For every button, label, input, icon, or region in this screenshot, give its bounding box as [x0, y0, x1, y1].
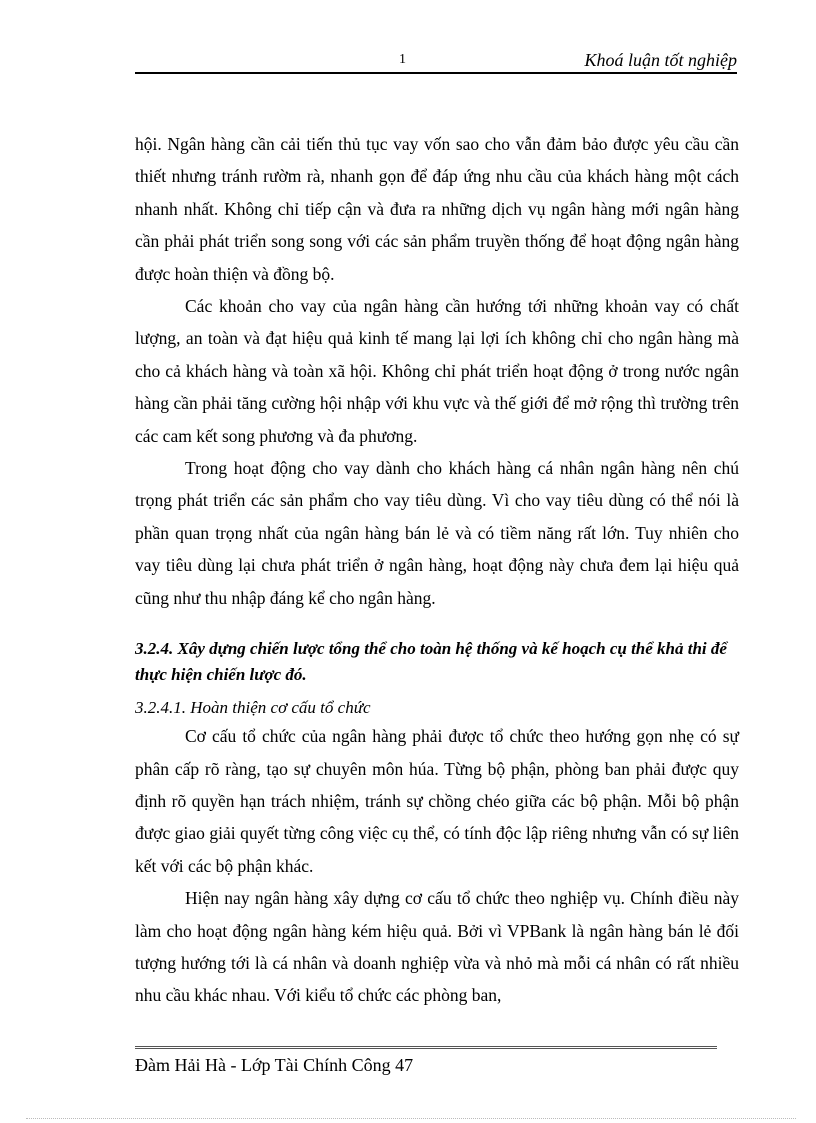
page-number: 1 [399, 52, 406, 67]
section-heading: 3.2.4. Xây dựng chiến lược tổng thể cho toàn hệ thống và kế hoạch cụ thể khả thi để thực hiện chiến lược đó. [135, 639, 727, 685]
page-bottom-border [26, 1118, 796, 1119]
paragraph-4: Cơ cấu tổ chức của ngân hàng phải được tổ chức theo hướng gọn nhẹ có sự phân cấp rõ ràng, tạo sự chuyên môn húa. Từng bộ phận, phòng ban phải được quy định rõ quyền hạn trách nhiệm, tránh sự chồng chéo giữa các bộ phận. Mỗi bộ phận được giao giải quyết từng công việc cụ thể, có tính độc lập riêng nhưng vẫn có sự liên kết với các bộ phận khác. [135, 726, 739, 876]
paragraph-1: hội. Ngân hàng cần cải tiến thủ tục vay vốn sao cho vẫn đảm bảo được yêu cầu cần thiết nhưng tránh rườm rà, nhanh gọn để đáp ứng nhu cầu của khách hàng một cách nhanh nhất. Không chỉ tiếp cận và đưa ra những dịch vụ ngân hàng mới ngân hàng cần phải phát triển song song với các sản phẩm truyền thống để hoạt động ngân hàng được hoàn thiện và đồng bộ. [135, 134, 739, 284]
footer-rule [135, 1046, 717, 1052]
paragraph-2: Các khoản cho vay của ngân hàng cần hướng tới những khoản vay có chất lượng, an toàn và đạt hiệu quả kinh tế mang lại lợi ích không chỉ cho ngân hàng mà cho cả khách hàng và toàn xã hội. Không chỉ phát triển hoạt động ở trong nước ngân hàng cần phải tăng cường hội nhập với khu vực và thế giới để mở rộng thì trường trên các cam kết song phương và đa phương. [135, 296, 739, 446]
document-body [135, 128, 739, 1012]
page-header [135, 50, 737, 72]
header-title: Khoá luận tốt nghiệp [584, 50, 737, 70]
header-rule [135, 72, 737, 74]
paragraph-3: Trong hoạt động cho vay dành cho khách hàng cá nhân ngân hàng nên chú trọng phát triển các sản phẩm cho vay tiêu dùng. Vì cho vay tiêu dùng có thể nói là phần quan trọng nhất của ngân hàng bán lẻ và có tiềm năng rất lớn. Tuy nhiên cho vay tiêu dùng lại chưa phát triển ở ngân hàng, hoạt động này chưa đem lại hiệu quả cũng như thu nhập đáng kể cho ngân hàng. [135, 458, 739, 608]
paragraph-5: Hiện nay ngân hàng xây dựng cơ cấu tổ chức theo nghiệp vụ. Chính điều này làm cho hoạt động ngân hàng kém hiệu quả. Bởi vì VPBank là ngân hàng bán lẻ đối tượng hướng tới là cá nhân và doanh nghiệp vừa và nhỏ mà mỗi cá nhân có rất nhiều nhu cầu khác nhau. Với kiểu tổ chức các phòng ban, [135, 888, 739, 1006]
footer-author: Đàm Hải Hà - Lớp Tài Chính Công 47 [135, 1055, 414, 1075]
subsection-heading: 3.2.4.1. Hoàn thiện cơ cấu tổ chức [135, 698, 371, 718]
